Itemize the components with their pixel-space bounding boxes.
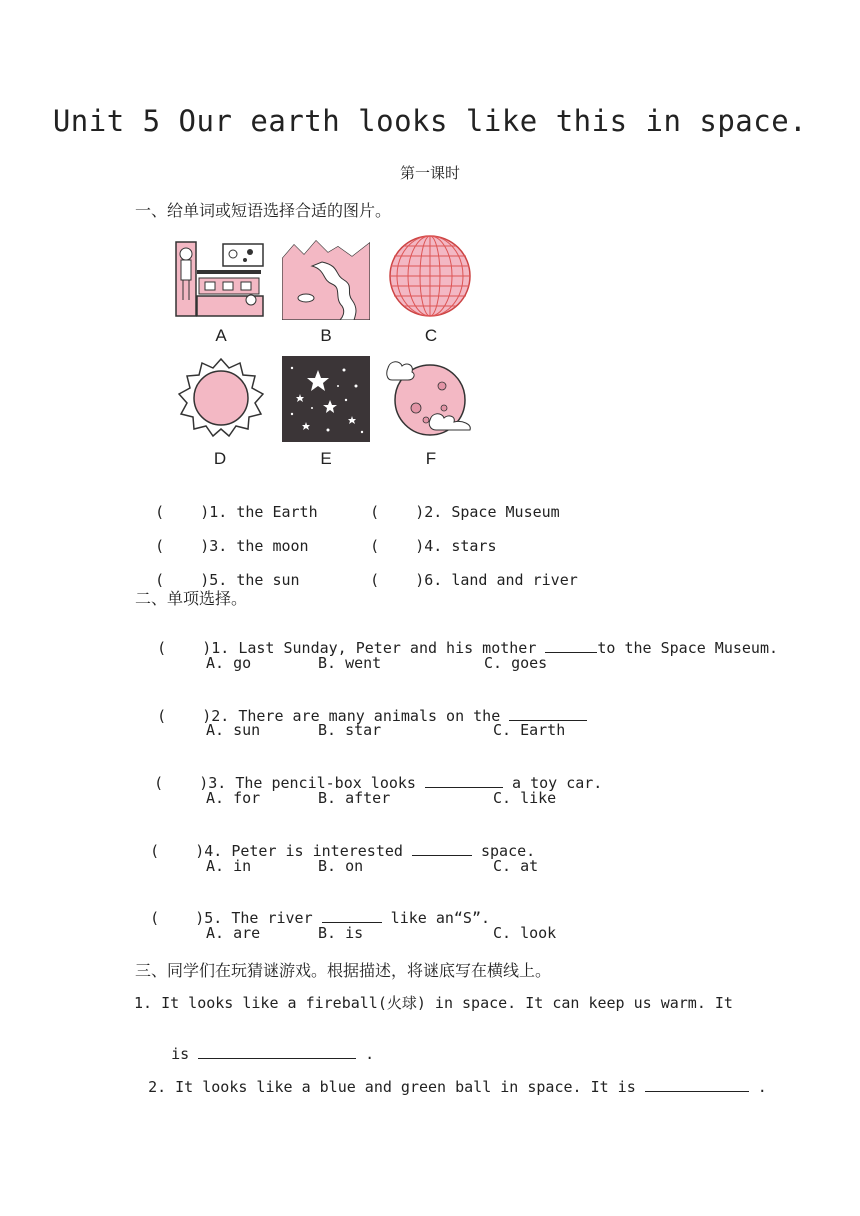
answer-paren[interactable]: ( )2. xyxy=(370,503,443,521)
option-c: C. look xyxy=(493,924,557,942)
list-item xyxy=(352,553,578,589)
space-museum-icon xyxy=(175,240,267,318)
option-c: C. goes xyxy=(484,654,548,672)
list-item xyxy=(137,519,309,555)
option-b: B. after xyxy=(318,789,391,807)
question-1 xyxy=(139,620,778,657)
item-text: the moon xyxy=(236,537,309,555)
answer-paren[interactable]: ( )4. xyxy=(370,537,443,555)
question-text: There are many animals on the xyxy=(238,707,510,725)
question-text: space. xyxy=(471,842,536,860)
option-a: A. for xyxy=(206,789,261,807)
item-text: stars xyxy=(451,537,497,555)
picture-label-f: F xyxy=(425,449,437,468)
riddle-1-line1: 1. It looks like a fireball(火球) in space. It can keep us warm. It xyxy=(134,994,733,1012)
item-text: Space Museum xyxy=(451,503,560,521)
picture-label-a: A xyxy=(215,326,227,345)
answer-paren[interactable]: ( )3. xyxy=(155,537,228,555)
question-text: Last Sunday, Peter and his mother xyxy=(238,639,546,657)
question-text: like an“S”. xyxy=(381,909,491,927)
item-text: the sun xyxy=(236,571,300,589)
moon-icon xyxy=(386,356,476,440)
answer-paren[interactable]: ( )2. xyxy=(157,707,230,725)
picture-label-c: C xyxy=(424,326,438,345)
part2-heading: 二、单项选择。 xyxy=(135,589,248,608)
answer-blank[interactable] xyxy=(645,1077,749,1092)
answer-blank[interactable] xyxy=(198,1044,356,1059)
option-b: B. went xyxy=(318,654,382,672)
option-b: B. star xyxy=(318,721,382,739)
question-2 xyxy=(139,688,587,725)
answer-paren[interactable]: ( )5. xyxy=(155,571,228,589)
option-b: B. is xyxy=(318,924,364,942)
sun-icon xyxy=(178,358,264,440)
part3-heading: 三、同学们在玩猜谜游戏。根据描述，将谜底写在横线上。 xyxy=(135,961,552,980)
picture-label-d: D xyxy=(213,449,227,468)
list-item xyxy=(352,485,560,521)
land-and-river-icon xyxy=(282,236,370,320)
question-text: Peter is interested xyxy=(231,842,412,860)
list-item xyxy=(137,553,300,589)
answer-paren[interactable]: ( )1. xyxy=(157,639,230,657)
stars-icon xyxy=(282,356,370,442)
answer-paren[interactable]: ( )1. xyxy=(155,503,228,521)
riddle-text: . xyxy=(748,1078,767,1096)
answer-blank[interactable] xyxy=(545,638,597,653)
answer-paren[interactable]: ( )6. xyxy=(370,571,443,589)
question-text: to the Space Museum. xyxy=(597,639,779,657)
question-5 xyxy=(132,890,490,927)
answer-blank[interactable] xyxy=(412,841,472,856)
answer-blank[interactable] xyxy=(425,773,503,788)
list-item xyxy=(137,485,318,521)
riddle-text: is xyxy=(171,1045,199,1063)
riddle-1-line2 xyxy=(153,1026,374,1063)
question-text: The river xyxy=(231,909,322,927)
item-text: land and river xyxy=(451,571,578,589)
riddle-text: . xyxy=(356,1045,375,1063)
riddle-text: 2. It looks like a blue and green ball in space. It is xyxy=(148,1078,645,1096)
answer-blank[interactable] xyxy=(509,706,587,721)
item-text: the Earth xyxy=(236,503,318,521)
option-a: A. are xyxy=(206,924,261,942)
option-c: C. Earth xyxy=(493,721,566,739)
answer-paren[interactable]: ( )3. xyxy=(154,774,227,792)
picture-label-e: E xyxy=(320,449,332,468)
page-title: Unit 5 Our earth looks like this in space. xyxy=(52,104,808,138)
option-c: C. like xyxy=(493,789,557,807)
riddle-2 xyxy=(130,1059,767,1096)
question-3 xyxy=(136,755,602,792)
picture-label-b: B xyxy=(320,326,332,345)
answer-paren[interactable]: ( )4. xyxy=(150,842,223,860)
question-4 xyxy=(132,823,535,860)
option-b: B. on xyxy=(318,857,364,875)
option-a: A. in xyxy=(206,857,252,875)
answer-blank[interactable] xyxy=(322,908,382,923)
earth-globe-icon xyxy=(388,234,472,318)
answer-paren[interactable]: ( )5. xyxy=(150,909,223,927)
option-a: A. sun xyxy=(206,721,261,739)
question-text: The pencil-box looks xyxy=(235,774,425,792)
part1-heading: 一、给单词或短语选择合适的图片。 xyxy=(135,201,392,220)
option-c: C. at xyxy=(493,857,539,875)
list-item xyxy=(352,519,497,555)
lesson-subtitle: 第一课时 xyxy=(399,164,460,182)
option-a: A. go xyxy=(206,654,252,672)
question-text: a toy car. xyxy=(503,774,603,792)
